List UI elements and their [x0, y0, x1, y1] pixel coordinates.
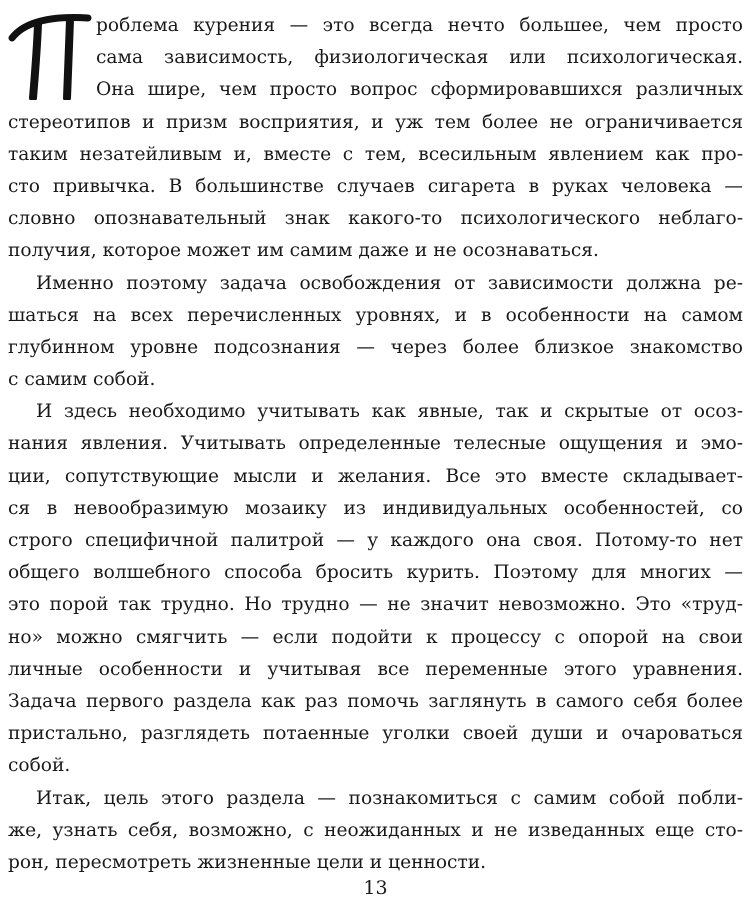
text-line: сама зависимость, физиологическая или психологическая.: [96, 47, 743, 69]
text-line: роблема курения — это всегда нечто большее, чем просто: [96, 15, 743, 36]
text-line: получия, которое может им самим даже и не осознаваться.: [8, 240, 599, 262]
text-line: словно опознавательный знак какого-то психологического неблаго-: [8, 208, 743, 230]
text-line: рон, пересмотреть жизненные цели и ценности.: [8, 851, 487, 873]
text-line: Именно поэтому задача освобождения от зависимости должна ре-: [36, 272, 743, 294]
text-line: общего волшебного способа бросить курить. Поэтому для многих —: [8, 562, 743, 584]
text-line: ся в невообразимую мозаику из индивидуальных особенностей, со: [8, 497, 743, 519]
text-line: таким незатейливым и, вместе с тем, всесильным явлением как про-: [8, 143, 743, 165]
text-line: стереотипов и призм восприятия, и уж тем более не ограничивается: [8, 111, 743, 133]
text-line: Итак, цель этого раздела — познакомиться с самим собой побли-: [36, 787, 743, 809]
text-line: же, узнать себя, возможно, с неожиданных и не изведанных еще сто-: [8, 819, 743, 841]
text-line: сто привычка. В большинстве случаев сигарета в руках человека —: [8, 175, 743, 197]
page-number: 13: [363, 877, 388, 899]
text-line: пристально, разглядеть потаенные уголки своей души и очароваться: [8, 723, 743, 745]
text-line: Задача первого раздела как раз помочь заглянуть в самого себя более: [8, 690, 743, 712]
text-line: но» можно смягчить — если подойти к процессу с опорой на свои: [8, 626, 743, 648]
text-line: глубинном уровне подсознания — через более близкое знакомство: [8, 336, 743, 358]
body-text: [8, 10, 743, 879]
book-page: [8, 10, 743, 910]
text-line: это порой так трудно. Но трудно — не значит невозможно. Это «труд-: [8, 594, 743, 616]
text-line: И здесь необходимо учитывать как явные, так и скрытые от осоз-: [36, 401, 743, 423]
text-line: нания явления. Учитывать определенные телесные ощущения и эмо-: [8, 433, 743, 455]
text-line: с самим собой.: [8, 369, 156, 391]
text-line: ции, сопутствующие мысли и желания. Все это вместе складывает-: [8, 465, 743, 487]
text-line: личные особенности и учитывая все переменные этого уравнения.: [8, 658, 743, 680]
text-line: собой.: [8, 755, 71, 777]
text-line: Она шире, чем просто вопрос сформировавшихся различных: [96, 79, 743, 101]
text-line: шаться на всех перечисленных уровнях, и в особенности на самом: [8, 304, 743, 326]
text-line: строго специфичной палитрой — у каждого она своя. Потому-то нет: [8, 530, 743, 551]
